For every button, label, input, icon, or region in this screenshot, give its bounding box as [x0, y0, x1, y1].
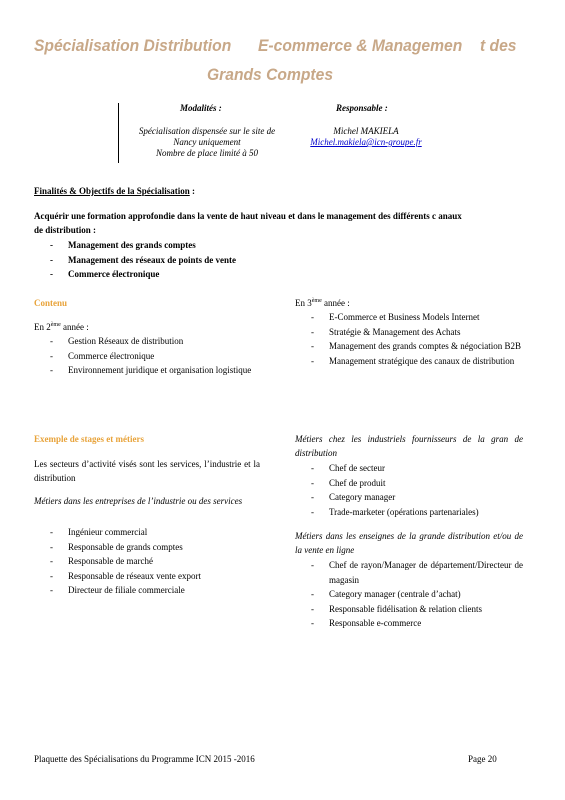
list-item: - Responsable de grands comptes — [34, 540, 264, 555]
list-item: - Stratégie & Management des Achats — [295, 325, 523, 340]
modalites-text — [122, 126, 292, 159]
list-item: - E-Commerce et Business Models Internet — [295, 310, 523, 325]
finalites-heading-suffix: : — [189, 186, 195, 196]
year2-suffix: année : — [60, 322, 89, 332]
finalites-intro — [34, 209, 529, 237]
list-item: - Responsable de marché — [34, 554, 264, 569]
finalites-heading-text: Finalités & Objectifs de la Spécialisation — [34, 186, 190, 196]
title-part-1: Spécialisation Distribution — [34, 36, 232, 55]
list-item: - Chef de secteur — [295, 461, 523, 476]
entreprises-list — [34, 525, 264, 598]
year2-prefix: En 2 — [34, 322, 51, 332]
list-item: - Commerce électronique — [34, 349, 258, 364]
title-line-2: Grands Comptes — [207, 65, 334, 84]
responsable-text — [290, 126, 442, 148]
list-item: - Environnement juridique et organisation logistique — [34, 363, 258, 378]
year3-sup: ème — [311, 298, 322, 304]
list-item: - Category manager (centrale d’achat) — [295, 587, 523, 602]
list-item: - Chef de produit — [295, 476, 523, 491]
list-item: - Responsable fidélisation & relation clients — [295, 602, 523, 617]
list-item: - Category manager — [295, 490, 523, 505]
enseignes-list — [295, 558, 523, 631]
modalites-line: Nombre de place limité à 50 — [156, 148, 258, 158]
fournisseurs-list — [295, 461, 523, 519]
year3-suffix: année : — [321, 298, 350, 308]
footer-left: Plaquette des Spécialisations du Programme ICN 2015 -2016 — [34, 754, 255, 764]
list-item: - Responsable de réseaux vente export — [34, 569, 264, 584]
sectors-text: Les secteurs d’activité visés sont les services, l’industrie et la distribution — [34, 459, 260, 483]
fournisseurs-heading: Métiers chez les industriels fournisseurs de la gran de distribution — [295, 434, 523, 458]
page-number: Page 20 — [468, 754, 497, 764]
responsable-heading: Responsable : — [336, 103, 388, 113]
year3-list — [295, 310, 523, 368]
stages-heading: Exemple de stages et métiers — [34, 434, 144, 444]
year3-heading — [295, 296, 350, 310]
list-item: - Ingénieur commercial — [34, 525, 264, 540]
list-item: - Directeur de filiale commerciale — [34, 583, 264, 598]
finalites-intro-line: Acquérir une formation approfondie dans la vente de haut niveau et dans le management des différents c anaux — [34, 211, 462, 221]
year2-heading — [34, 320, 89, 334]
year2-list — [34, 334, 258, 378]
contenu-heading: Contenu — [34, 298, 68, 308]
responsable-email-link[interactable]: Michel.makiela@icn-groupe.fr — [310, 137, 422, 147]
list-item: - Management des réseaux de points de vente — [34, 253, 334, 268]
list-item: - Chef de rayon/Manager de département/Directeur de magasin — [295, 558, 523, 587]
finalites-list — [34, 238, 334, 282]
title-part-3: t des — [480, 36, 517, 55]
vertical-divider — [118, 103, 119, 163]
year2-sup: ème — [50, 322, 61, 328]
title-part-2: E-commerce & Managemen — [258, 36, 463, 55]
modalites-heading: Modalités : — [180, 103, 222, 113]
list-item: - Management stratégique des canaux de distribution — [295, 354, 523, 369]
list-item: - Management des grands comptes — [34, 238, 334, 253]
list-item: - Commerce électronique — [34, 267, 334, 282]
entreprises-heading: Métiers dans les entreprises de l’industrie ou des services — [34, 496, 243, 506]
list-item: - Management des grands comptes & négociation B2B — [295, 339, 523, 354]
finalites-intro-line: de distribution : — [34, 225, 97, 235]
list-item: - Trade-marketer (opérations partenariales) — [295, 505, 523, 520]
modalites-line: Spécialisation dispensée sur le site de — [138, 126, 276, 136]
list-item: - Gestion Réseaux de distribution — [34, 334, 258, 349]
year3-prefix: En 3 — [295, 298, 312, 308]
finalites-heading — [34, 184, 195, 198]
enseignes-heading: Métiers dans les enseignes de la grande distribution et/ou de la vente en ligne — [295, 531, 523, 555]
list-item: - Responsable e-commerce — [295, 616, 523, 631]
modalites-line: Nancy uniquement — [173, 137, 241, 147]
responsable-name: Michel MAKIELA — [333, 126, 399, 136]
